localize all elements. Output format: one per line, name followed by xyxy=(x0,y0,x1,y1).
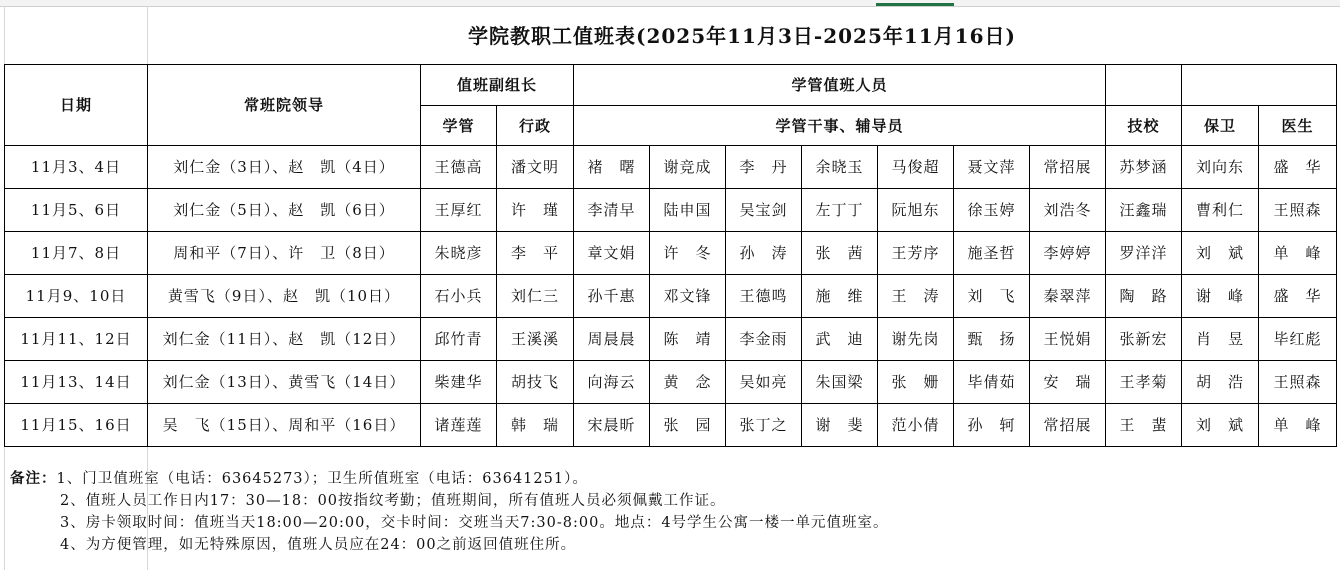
staff-cell[interactable]: 施 维 xyxy=(802,274,878,317)
staff-cell[interactable]: 马俊超 xyxy=(878,145,954,188)
header-leader[interactable]: 常班院领导 xyxy=(148,64,421,145)
yisheng-cell[interactable]: 王照森 xyxy=(1259,360,1337,403)
deputy-xueguan-cell[interactable]: 王德高 xyxy=(421,145,497,188)
deputy-xueguan-cell[interactable]: 邱竹青 xyxy=(421,317,497,360)
staff-cell[interactable]: 褚 曙 xyxy=(574,145,650,188)
date-cell[interactable]: 11月11、12日 xyxy=(5,317,148,360)
staff-cell[interactable]: 聂文萍 xyxy=(954,145,1030,188)
staff-cell[interactable]: 甄 扬 xyxy=(954,317,1030,360)
staff-cell[interactable]: 向海云 xyxy=(574,360,650,403)
deputy-xingzheng-cell[interactable]: 王溪溪 xyxy=(497,317,574,360)
header-date[interactable]: 日期 xyxy=(5,64,148,145)
staff-cell[interactable]: 李 丹 xyxy=(726,145,802,188)
staff-cell[interactable]: 左丁丁 xyxy=(802,188,878,231)
note-line[interactable]: 备注：1、门卫值班室（电话：63645273）；卫生所值班室（电话：63641251）。 xyxy=(10,470,588,487)
jixiao-cell[interactable]: 张新宏 xyxy=(1106,317,1182,360)
deputy-xingzheng-cell[interactable]: 韩 瑞 xyxy=(497,403,574,446)
staff-cell[interactable]: 邓文锋 xyxy=(650,274,726,317)
staff-cell[interactable]: 谢先岗 xyxy=(878,317,954,360)
staff-cell[interactable]: 刘 飞 xyxy=(954,274,1030,317)
staff-cell[interactable]: 张 园 xyxy=(650,403,726,446)
header-yisheng[interactable]: 医生 xyxy=(1259,105,1337,145)
staff-cell[interactable]: 刘浩冬 xyxy=(1030,188,1106,231)
date-cell[interactable]: 11月13、14日 xyxy=(5,360,148,403)
staff-cell[interactable]: 孙 涛 xyxy=(726,231,802,274)
leader-cell[interactable]: 刘仁金（5日）、赵 凯（6日） xyxy=(148,188,421,231)
yisheng-cell[interactable]: 毕红彪 xyxy=(1259,317,1337,360)
baowei-cell[interactable]: 曹利仁 xyxy=(1182,188,1259,231)
table-row xyxy=(5,231,1337,274)
yisheng-cell[interactable]: 盛 华 xyxy=(1259,145,1337,188)
staff-cell[interactable]: 常招展 xyxy=(1030,403,1106,446)
jixiao-cell[interactable]: 汪鑫瑞 xyxy=(1106,188,1182,231)
staff-cell[interactable]: 孙千惠 xyxy=(574,274,650,317)
note-line[interactable]: 4、为方便管理，如无特殊原因，值班人员应在24：00之前返回值班住所。 xyxy=(60,537,577,553)
staff-cell[interactable]: 秦翠萍 xyxy=(1030,274,1106,317)
table-row xyxy=(5,360,1337,403)
yisheng-cell[interactable]: 单 峰 xyxy=(1259,403,1337,446)
staff-cell[interactable]: 周晨晨 xyxy=(574,317,650,360)
header-staff-sub[interactable]: 学管干事、辅导员 xyxy=(574,105,1106,145)
deputy-xingzheng-cell[interactable]: 许 瑾 xyxy=(497,188,574,231)
table-row xyxy=(5,317,1337,360)
duty-roster-table xyxy=(4,6,1337,447)
staff-cell[interactable]: 常招展 xyxy=(1030,145,1106,188)
deputy-xueguan-cell[interactable]: 王厚红 xyxy=(421,188,497,231)
note-line[interactable]: 2、值班人员工作日内17：30—18：00按指纹考勤；值班期间，所有值班人员必须佩戴工作证。 xyxy=(60,493,726,509)
staff-cell[interactable]: 李婷婷 xyxy=(1030,231,1106,274)
baowei-cell[interactable]: 刘 斌 xyxy=(1182,403,1259,446)
deputy-xueguan-cell[interactable]: 诸莲莲 xyxy=(421,403,497,446)
notes-block xyxy=(10,468,889,556)
staff-cell[interactable]: 李清早 xyxy=(574,188,650,231)
deputy-xueguan-cell[interactable]: 石小兵 xyxy=(421,274,497,317)
leader-cell[interactable]: 刘仁金（3日）、赵 凯（4日） xyxy=(148,145,421,188)
staff-cell[interactable]: 安 瑞 xyxy=(1030,360,1106,403)
deputy-xingzheng-cell[interactable]: 胡技飞 xyxy=(497,360,574,403)
header-blank-cell[interactable] xyxy=(1106,64,1182,105)
staff-cell[interactable]: 吴宝剑 xyxy=(726,188,802,231)
staff-cell[interactable]: 宋晨昕 xyxy=(574,403,650,446)
leader-cell[interactable]: 刘仁金（13日）、黄雪飞（14日） xyxy=(148,360,421,403)
header-blank-cell[interactable] xyxy=(1182,64,1337,105)
staff-cell[interactable]: 章文娟 xyxy=(574,231,650,274)
header-jixiao[interactable]: 技校 xyxy=(1106,105,1182,145)
staff-cell[interactable]: 徐玉婷 xyxy=(954,188,1030,231)
leader-cell[interactable]: 刘仁金（11日）、赵 凯（12日） xyxy=(148,317,421,360)
header-deputy-xingzheng[interactable]: 行政 xyxy=(497,105,574,145)
baowei-cell[interactable]: 谢 峰 xyxy=(1182,274,1259,317)
staff-cell[interactable]: 余晓玉 xyxy=(802,145,878,188)
jixiao-cell[interactable]: 王孝菊 xyxy=(1106,360,1182,403)
yisheng-cell[interactable]: 单 峰 xyxy=(1259,231,1337,274)
date-cell[interactable]: 11月9、10日 xyxy=(5,274,148,317)
staff-cell[interactable]: 张 茜 xyxy=(802,231,878,274)
deputy-xueguan-cell[interactable]: 朱晓彦 xyxy=(421,231,497,274)
jixiao-cell[interactable]: 苏梦涵 xyxy=(1106,145,1182,188)
leader-cell[interactable]: 周和平（7日）、许 卫（8日） xyxy=(148,231,421,274)
staff-cell[interactable]: 王芳序 xyxy=(878,231,954,274)
deputy-xingzheng-cell[interactable]: 刘仁三 xyxy=(497,274,574,317)
jixiao-cell[interactable]: 陶 路 xyxy=(1106,274,1182,317)
table-row xyxy=(5,145,1337,188)
staff-cell[interactable]: 李金雨 xyxy=(726,317,802,360)
staff-cell[interactable]: 吴如亮 xyxy=(726,360,802,403)
baowei-cell[interactable]: 刘向东 xyxy=(1182,145,1259,188)
staff-cell[interactable]: 王 涛 xyxy=(878,274,954,317)
baowei-cell[interactable]: 肖 昱 xyxy=(1182,317,1259,360)
staff-cell[interactable]: 孙 轲 xyxy=(954,403,1030,446)
baowei-cell[interactable]: 刘 斌 xyxy=(1182,231,1259,274)
staff-cell[interactable]: 谢竞成 xyxy=(650,145,726,188)
deputy-xingzheng-cell[interactable]: 李 平 xyxy=(497,231,574,274)
deputy-xueguan-cell[interactable]: 柴建华 xyxy=(421,360,497,403)
staff-cell[interactable]: 王德鸣 xyxy=(726,274,802,317)
date-cell[interactable]: 11月5、6日 xyxy=(5,188,148,231)
staff-cell[interactable]: 王悦娟 xyxy=(1030,317,1106,360)
staff-cell[interactable]: 施圣哲 xyxy=(954,231,1030,274)
yisheng-cell[interactable]: 王照森 xyxy=(1259,188,1337,231)
leader-cell[interactable]: 吴 飞（15日）、周和平（16日） xyxy=(148,403,421,446)
staff-cell[interactable]: 阮旭东 xyxy=(878,188,954,231)
table-row xyxy=(5,188,1337,231)
staff-cell[interactable]: 陈 靖 xyxy=(650,317,726,360)
staff-cell[interactable]: 许 冬 xyxy=(650,231,726,274)
staff-cell[interactable]: 毕倩茹 xyxy=(954,360,1030,403)
header-deputy-xueguan[interactable]: 学管 xyxy=(421,105,497,145)
staff-cell[interactable]: 张 姗 xyxy=(878,360,954,403)
date-cell[interactable]: 11月3、4日 xyxy=(5,145,148,188)
notes-label: 备注： xyxy=(10,470,57,487)
staff-cell[interactable]: 陆申国 xyxy=(650,188,726,231)
header-baowei[interactable]: 保卫 xyxy=(1182,105,1259,145)
staff-cell[interactable]: 谢 斐 xyxy=(802,403,878,446)
table-row xyxy=(5,403,1337,446)
jixiao-cell[interactable]: 罗洋洋 xyxy=(1106,231,1182,274)
yisheng-cell[interactable]: 盛 华 xyxy=(1259,274,1337,317)
note-line[interactable]: 3、房卡领取时间：值班当天18:00—20:00，交卡时间：交班当天7:30-8:00。地点：4号学生公寓一楼一单元值班室。 xyxy=(60,515,889,531)
deputy-xingzheng-cell[interactable]: 潘文明 xyxy=(497,145,574,188)
table-title[interactable]: 学院教职工值班表(2025年11月3日-2025年11月16日) xyxy=(148,6,1337,64)
table-row xyxy=(5,274,1337,317)
staff-cell[interactable]: 张丁之 xyxy=(726,403,802,446)
date-cell[interactable]: 11月7、8日 xyxy=(5,231,148,274)
staff-cell[interactable]: 朱国梁 xyxy=(802,360,878,403)
leader-cell[interactable]: 黄雪飞（9日）、赵 凯（10日） xyxy=(148,274,421,317)
staff-cell[interactable]: 范小倩 xyxy=(878,403,954,446)
staff-cell[interactable]: 武 迪 xyxy=(802,317,878,360)
jixiao-cell[interactable]: 王 蜚 xyxy=(1106,403,1182,446)
date-cell[interactable]: 11月15、16日 xyxy=(5,403,148,446)
header-deputy-group[interactable]: 值班副组长 xyxy=(421,64,574,105)
roster-body xyxy=(5,145,1337,446)
staff-cell[interactable]: 黄 念 xyxy=(650,360,726,403)
baowei-cell[interactable]: 胡 浩 xyxy=(1182,360,1259,403)
header-staff-group[interactable]: 学管值班人员 xyxy=(574,64,1106,105)
